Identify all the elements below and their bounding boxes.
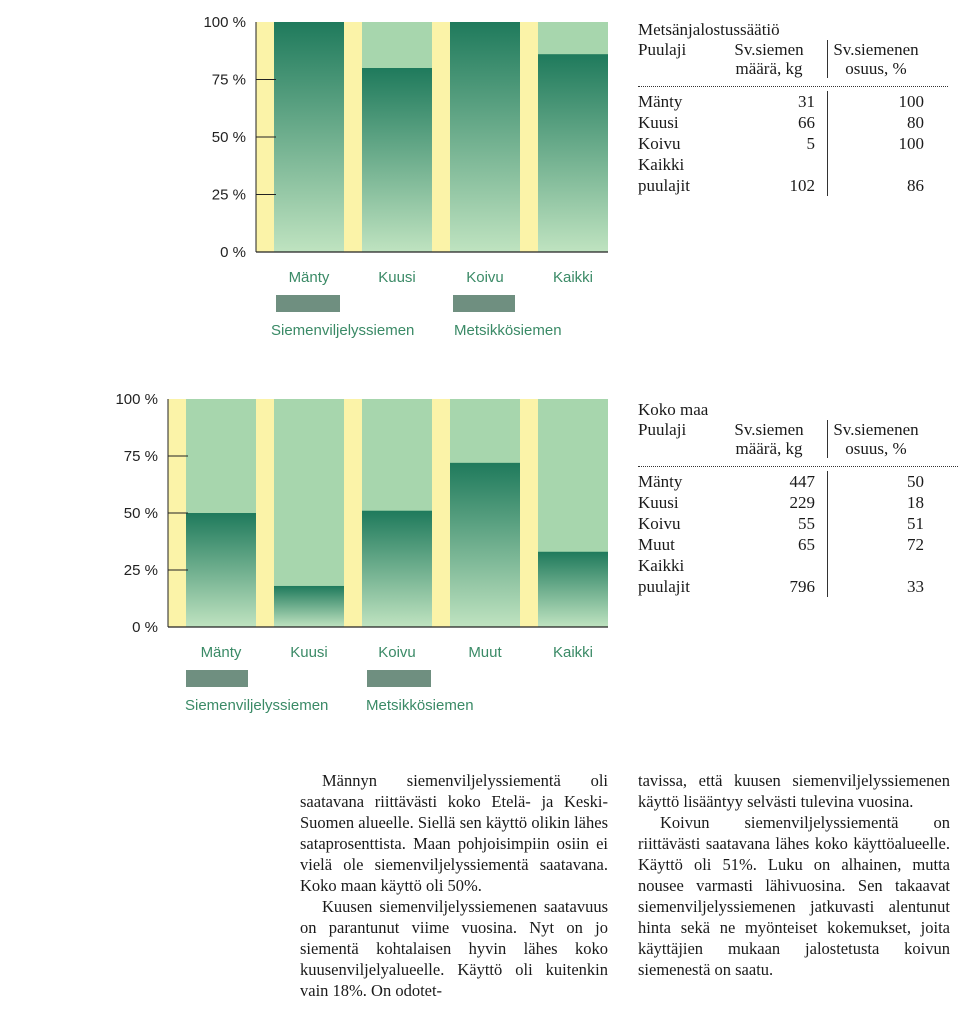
cell-pct: 18 <box>907 493 924 512</box>
category-label: Muut <box>468 644 502 661</box>
table-row <box>638 133 948 154</box>
legend-label: Siemenviljelyssiemen <box>185 697 329 714</box>
bar-spacer <box>432 22 450 252</box>
bar-siemenviljelyssiemen <box>274 22 344 252</box>
paragraph: tavissa, että kuusen siemenviljelyssiemenen käyttö lisääntyy selvästi tulevina vuosina. <box>638 771 950 811</box>
bar-spacer <box>256 399 274 627</box>
table-row <box>638 576 958 597</box>
table-title: Koko maa <box>638 400 709 419</box>
y-tick-label: 25 % <box>211 186 246 204</box>
text-column-left <box>300 770 608 1001</box>
col-header-pct: Sv.siemenen osuus, % <box>833 40 919 78</box>
legend-swatch <box>186 670 248 687</box>
table-row <box>638 154 948 175</box>
cell-kg: 447 <box>723 471 828 492</box>
y-tick-label: 50 % <box>123 505 158 522</box>
cell-pct: 72 <box>907 535 924 554</box>
y-tick-label: 0 % <box>132 619 158 636</box>
category-label: Kaikki <box>552 644 594 661</box>
category-label: Koivu <box>466 269 504 286</box>
bar-siemenviljelyssiemen <box>450 463 520 627</box>
bar-siemenviljelyssiemen <box>362 511 432 627</box>
bar-spacer <box>432 399 450 627</box>
y-tick-label: 100 % <box>203 14 246 31</box>
table-row <box>638 471 958 492</box>
cell-kg <box>723 154 828 175</box>
cell-kg: 796 <box>723 576 828 597</box>
legend-label: Metsikkösiemen <box>454 322 562 339</box>
bar-siemenviljelyssiemen <box>362 68 432 252</box>
table-title: Metsänjalostussäätiö <box>638 20 780 39</box>
cell-puulaji: Muut <box>638 535 675 554</box>
cell-puulaji: Kuusi <box>638 493 679 512</box>
cell-puulaji: Koivu <box>638 134 681 153</box>
cell-pct: 86 <box>907 176 924 195</box>
table-row <box>638 513 958 534</box>
cell-puulaji: Kaikki <box>638 556 685 575</box>
cell-pct: 51 <box>907 514 924 533</box>
cell-puulaji: Mänty <box>638 92 683 111</box>
bar-spacer <box>520 22 538 252</box>
table-metsanjalostussaatio <box>638 20 948 196</box>
bar-siemenviljelyssiemen <box>538 552 608 627</box>
table-row <box>638 534 958 555</box>
cell-kg: 66 <box>723 112 828 133</box>
bar-spacer <box>344 22 362 252</box>
legend-label: Metsikkösiemen <box>366 697 474 714</box>
cell-pct: 33 <box>907 577 924 596</box>
legend-swatch <box>453 295 515 312</box>
category-label: Kuusi <box>378 269 416 286</box>
col-header-kg: Sv.siemen määrä, kg <box>723 420 828 458</box>
category-label: Kaikki <box>552 269 594 286</box>
cell-kg: 5 <box>723 133 828 154</box>
cell-pct: 100 <box>898 134 924 153</box>
cell-puulaji: puulajit <box>638 176 690 195</box>
cell-pct: 100 <box>898 92 924 111</box>
col-header-puulaji: Puulaji <box>638 420 687 439</box>
cell-pct: 50 <box>907 472 924 491</box>
col-header-kg: Sv.siemen määrä, kg <box>723 40 828 78</box>
y-tick-label: 75 % <box>123 448 158 465</box>
cell-pct <box>828 154 924 175</box>
category-label: Kuusi <box>290 644 328 661</box>
cell-kg <box>723 555 828 576</box>
cell-puulaji: Kaikki <box>638 155 685 174</box>
chart-metsanjalostussaatio <box>0 0 620 345</box>
chart-koko-maa <box>0 375 620 720</box>
bar-spacer <box>344 399 362 627</box>
legend-swatch <box>367 670 431 687</box>
cell-puulaji: puulajit <box>638 577 690 596</box>
table-koko-maa <box>638 400 958 597</box>
table-row <box>638 492 958 513</box>
category-label: Koivu <box>378 644 416 661</box>
cell-kg: 65 <box>723 534 828 555</box>
cell-puulaji: Koivu <box>638 514 681 533</box>
table-divider <box>638 86 948 87</box>
cell-kg: 229 <box>723 492 828 513</box>
table-row <box>638 112 948 133</box>
col-header-pct: Sv.siemenen osuus, % <box>833 420 919 458</box>
y-tick-label: 75 % <box>211 71 246 89</box>
legend-label: Siemenviljelyssiemen <box>271 322 415 339</box>
paragraph: Koivun siemenviljelyssiementä on riittävästi saatavana lähes koko käyttöalueelle. Käyttö oli 51%. Luku on alhainen, mutta nousee varmasti lähivuosina. Sen takaavat siemenviljelyssiemenen jatkuvasti alentunut hinta sekä ne myönteiset kokemukset, joita käyttäjien mukaan jalostetusta koivun siemenestä on saatu. <box>638 813 950 979</box>
category-label: Mänty <box>200 644 242 661</box>
cell-puulaji: Kuusi <box>638 113 679 132</box>
cell-puulaji: Mänty <box>638 472 683 491</box>
category-label: Mänty <box>288 269 330 286</box>
col-header-puulaji: Puulaji <box>638 40 687 59</box>
y-tick-label: 25 % <box>123 562 158 579</box>
table-divider <box>638 466 958 467</box>
legend-swatch <box>276 295 340 312</box>
table-row <box>638 91 948 112</box>
bar-siemenviljelyssiemen <box>186 513 256 627</box>
table-row <box>638 555 958 576</box>
cell-kg: 31 <box>723 91 828 112</box>
text-column-right <box>638 770 950 980</box>
table-row <box>638 175 948 196</box>
bar-siemenviljelyssiemen <box>538 54 608 252</box>
bar-siemenviljelyssiemen <box>450 22 520 252</box>
paragraph: Kuusen siemenviljelyssiemenen saatavuus on parantunut viime vuosina. Nyt on jo siementä kohtalaisen hyvin lähes koko kuusenviljelyalueelle. Käyttö oli kuitenkin vain 18%. On odotet- <box>300 897 608 1000</box>
paragraph: Männyn siemenviljelyssiementä oli saatavana riittävästi koko Etelä- ja Keski-Suomen alueelle. Siellä sen käyttö olikin lähes sataprosenttista. Maan pohjoisimpiin osiin ei vielä ole siemenviljelyssiementä saatavana. Koko maan käyttö oli 50%. <box>300 771 608 895</box>
y-tick-label: 50 % <box>211 129 246 146</box>
y-tick-label: 0 % <box>220 244 246 261</box>
y-tick-label: 100 % <box>115 391 158 408</box>
cell-kg: 55 <box>723 513 828 534</box>
cell-pct <box>828 555 924 576</box>
cell-pct: 80 <box>907 113 924 132</box>
cell-kg: 102 <box>723 175 828 196</box>
bar-siemenviljelyssiemen <box>274 586 344 627</box>
bar-spacer <box>520 399 538 627</box>
